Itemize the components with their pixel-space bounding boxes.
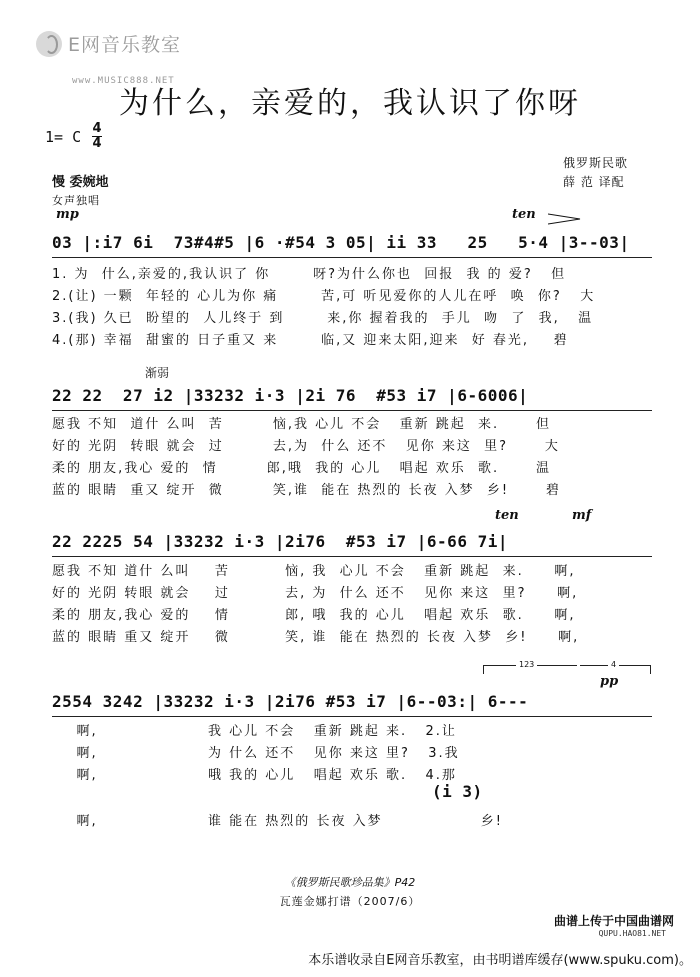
lyric-line-2-2: 好的 光阴 转眼 就会 过 去,为 什么 还不 见你 来这 里? 大 <box>52 439 560 454</box>
logo-text: E网音乐教室 <box>68 34 182 56</box>
lyric-line-3-1: 愿我 不知 道什 么叫 苦 恼, 我 心儿 不会 重新 跳起 来. 啊, <box>52 564 576 579</box>
volta-label-2: 4 <box>608 660 619 669</box>
credit-footer: 本乐谱收录自E网音乐教室，由书明谱库缓存(www.spuku.com)。 <box>308 953 692 968</box>
volta-label-1: 123 <box>516 660 537 669</box>
underline-row-4 <box>52 716 652 717</box>
dynamic-pp: pp <box>600 674 619 689</box>
lyric-line-1-1: 1. 为 什么,亲爱的,我认识了 你 呀?为什么你也 回报 我 的 爱? 但 <box>52 267 567 282</box>
dynamic-ten: ten <box>512 207 536 222</box>
time-signature <box>92 122 102 151</box>
site-watermark-url: QUPU.HAO81.NET <box>598 929 666 938</box>
voice-marking: 女声独唱 <box>52 194 100 207</box>
lyric-line-2-4: 蓝的 眼睛 重又 绽开 微 笑,谁 能在 热烈的 长夜 入梦 乡! 碧 <box>52 483 561 498</box>
alternate-notes: (i 3) <box>432 782 483 801</box>
lyric-line-4-2: 啊, 为 什么 还不 见你 来这 里? 3.我 <box>52 746 460 761</box>
notation-line-4: 2554 3242 |33232 i·3 |2i76 #53 i7 |6--03:| 6--- <box>52 692 529 711</box>
origin-label: 俄罗斯民歌 <box>563 156 629 170</box>
underline-row-1 <box>52 257 652 258</box>
notation-line-2: 22 22 27 i2 |33232 i·3 |2i 76 #53 i7 |6-6006| <box>52 386 529 405</box>
dynamic-ten-2: ten <box>495 508 519 523</box>
time-top: 4 <box>92 121 102 136</box>
key-signature: 1= C <box>45 128 82 146</box>
lyric-line-4-3: 啊, 哦 我的 心儿 唱起 欢乐 歌. 4.那 <box>52 768 457 783</box>
notation-line-1: 03 |:i7 6i 73#4#5 |6 ·#54 3 05| ii 33 25 5·4 |3--03| <box>52 233 630 252</box>
underline-row-2 <box>52 410 652 411</box>
lyric-line-1-3: 3.(我) 久已 盼望的 人儿终于 到 来,你 握着我的 手儿 吻 了 我, 温 <box>52 311 594 326</box>
decrescendo-hairpin <box>548 212 582 226</box>
underline-row-3 <box>52 556 652 557</box>
time-bottom: 4 <box>92 136 102 151</box>
tempo-marking: 慢 委婉地 <box>52 175 109 190</box>
transcriber-credit: 瓦莲金娜打谱（2007/6） <box>279 895 421 908</box>
lyric-line-2-3: 柔的 朋友,我心 爱的 情 郎,哦 我的 心儿 唱起 欢乐 歌. 温 <box>52 461 551 476</box>
lyric-line-3-4: 蓝的 眼睛 重又 绽开 微 笑, 谁 能在 热烈的 长夜 入梦 乡! 啊, <box>52 630 580 645</box>
dynamic-diminuendo: 渐弱 <box>145 366 170 380</box>
logo-icon <box>36 31 62 57</box>
dynamic-mf: mf <box>572 508 592 523</box>
lyric-line-2-1: 愿我 不知 道什 么叫 苦 恼,我 心儿 不会 重新 跳起 来. 但 <box>52 417 551 432</box>
arranger-label: 薛 范 译配 <box>563 175 625 189</box>
lyric-line-3-2: 好的 光阴 转眼 就会 过 去, 为 什么 还不 见你 来这 里? 啊, <box>52 586 579 601</box>
site-watermark-cn: 曲谱上传于中国曲谱网 <box>553 914 674 928</box>
lyric-line-4-1: 啊, 我 心儿 不会 重新 跳起 来. 2.让 <box>52 724 457 739</box>
song-title: 为什么，亲爱的，我认识了你呀 <box>119 86 581 121</box>
source-citation: 《俄罗斯民歌珍品集》P42 <box>284 876 416 889</box>
lyric-line-1-4: 4.(那) 幸福 甜蜜的 日子重又 来 临,又 迎来太阳,迎来 好 春光, 碧 <box>52 333 569 348</box>
lyric-line-4-4: 啊, 谁 能在 热烈的 长夜 入梦 乡! <box>52 814 503 829</box>
notation-line-3: 22 2225 54 |33232 i·3 |2i76 #53 i7 |6-66 7i| <box>52 532 508 551</box>
site-logo <box>36 30 181 57</box>
dynamic-mp: mp <box>56 207 79 222</box>
lyric-line-3-3: 柔的 朋友,我心 爱的 情 郎, 哦 我的 心儿 唱起 欢乐 歌. 啊, <box>52 608 576 623</box>
logo-url: www.MUSIC888.NET <box>72 76 175 86</box>
lyric-line-1-2: 2.(让) 一颗 年轻的 心儿为你 痛 苦,可 听见爱你的人儿在呼 唤 你? 大 <box>52 289 596 304</box>
